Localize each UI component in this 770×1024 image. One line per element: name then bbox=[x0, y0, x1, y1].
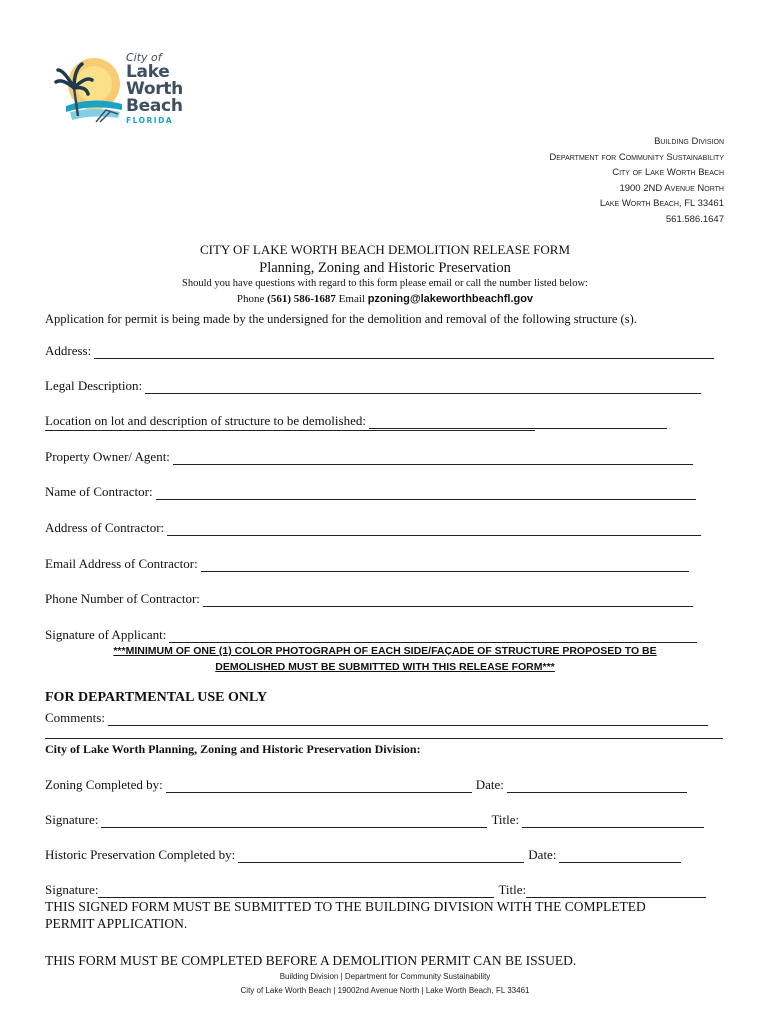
historic-signature-row bbox=[45, 882, 706, 898]
phone-number[interactable]: (561) 586-1687 bbox=[267, 293, 336, 305]
zoning-title-label: Title: bbox=[491, 812, 520, 827]
owner-input-line[interactable] bbox=[173, 452, 693, 465]
form-subtitle: Planning, Zoning and Historic Preservation bbox=[259, 260, 511, 276]
historic-date-label: Date: bbox=[528, 847, 557, 862]
form-title: CITY OF LAKE WORTH BEACH DEMOLITION RELEASE FORM bbox=[199, 242, 571, 257]
address-label: Address: bbox=[45, 343, 92, 358]
zoning-label: Zoning Completed by: bbox=[45, 777, 163, 792]
comments-row bbox=[45, 710, 708, 726]
address-line: 1900 2ND Avenue North bbox=[619, 182, 724, 194]
location-row bbox=[45, 413, 667, 429]
historic-title-input-line[interactable] bbox=[526, 885, 706, 898]
city-logo bbox=[52, 48, 212, 128]
historic-date-input-line[interactable] bbox=[559, 850, 681, 863]
logo-state: FLORIDA bbox=[126, 116, 174, 125]
contact-line bbox=[0, 293, 770, 305]
historic-title-label: Title: bbox=[498, 882, 527, 897]
comments-input-line-2[interactable] bbox=[45, 738, 723, 739]
zoning-date-label: Date: bbox=[475, 777, 504, 792]
historic-signature-input-line[interactable] bbox=[98, 885, 494, 898]
notice-line-2: DEMOLISHED MUST BE SUBMITTED WITH THIS RELEASE FORM*** bbox=[215, 661, 555, 673]
zoning-row bbox=[45, 777, 687, 793]
signature-applicant-row bbox=[45, 627, 697, 643]
phone-label: Phone bbox=[236, 293, 265, 305]
questions-text: Should you have questions with regard to this form please email or call the number listed below: bbox=[182, 278, 588, 289]
legal-description-label: Legal Description: bbox=[45, 378, 143, 393]
notice-line-1: ***MINIMUM OF ONE (1) COLOR PHOTOGRAPH OF EACH SIDE/FAÇADE OF STRUCTURE PROPOSED TO BE bbox=[113, 645, 657, 657]
address-line: Lake Worth Beach, FL 33461 bbox=[599, 198, 724, 210]
address-line: 561.586.1647 bbox=[665, 213, 724, 225]
historic-signature-label: Signature: bbox=[45, 882, 99, 897]
footer-line-1: Building Division | Department for Community Sustainability bbox=[279, 972, 491, 981]
contractor-name-label: Name of Contractor: bbox=[45, 484, 153, 499]
logo-text bbox=[126, 52, 212, 127]
location-label: Location on lot and description of structure to be demolished: bbox=[45, 413, 366, 428]
closing-line-3: THIS FORM MUST BE COMPLETED BEFORE A DEMOLITION PERMIT CAN BE ISSUED. bbox=[45, 953, 577, 968]
contractor-phone-row bbox=[45, 591, 693, 607]
contractor-address-row bbox=[45, 520, 701, 536]
zoning-title-input-line[interactable] bbox=[522, 815, 704, 828]
contractor-name-input-line[interactable] bbox=[156, 487, 696, 500]
division-heading: City of Lake Worth Planning, Zoning and Historic Preservation Division: bbox=[45, 742, 421, 756]
logo-name-line1: Lake Worth bbox=[126, 62, 183, 99]
contractor-name-row bbox=[45, 484, 696, 500]
contractor-phone-input-line[interactable] bbox=[203, 594, 693, 607]
historic-label: Historic Preservation Completed by: bbox=[45, 847, 236, 862]
address-field-row bbox=[45, 343, 714, 359]
zoning-date-input-line[interactable] bbox=[507, 780, 687, 793]
location-input-line-2[interactable] bbox=[45, 430, 535, 431]
contractor-email-label: Email Address of Contractor: bbox=[45, 556, 198, 571]
email-link[interactable]: pzoning@lakeworthbeachfl.gov bbox=[367, 293, 534, 305]
closing-line-1: THIS SIGNED FORM MUST BE SUBMITTED TO THE BUILDING DIVISION WITH THE COMPLETED bbox=[45, 899, 646, 914]
signature-applicant-input-line[interactable] bbox=[169, 630, 697, 643]
owner-label: Property Owner/ Agent: bbox=[45, 449, 170, 464]
owner-row bbox=[45, 449, 693, 465]
legal-description-input-line[interactable] bbox=[145, 381, 701, 394]
address-line: Department for Community Sustainability bbox=[549, 151, 724, 163]
palm-beach-logo-icon bbox=[52, 48, 132, 128]
logo-city: City of bbox=[126, 51, 162, 64]
historic-row bbox=[45, 847, 681, 863]
contractor-phone-label: Phone Number of Contractor: bbox=[45, 591, 200, 606]
logo-name-line2: Beach bbox=[126, 96, 183, 116]
contractor-email-input-line[interactable] bbox=[201, 559, 689, 572]
signature-applicant-label: Signature of Applicant: bbox=[45, 627, 167, 642]
departmental-heading: FOR DEPARTMENTAL USE ONLY bbox=[45, 690, 268, 705]
comments-input-line[interactable] bbox=[108, 713, 708, 726]
comments-label: Comments: bbox=[45, 710, 105, 725]
zoning-signature-input-line[interactable] bbox=[101, 815, 487, 828]
address-line: City of Lake Worth Beach bbox=[612, 167, 724, 179]
contractor-address-label: Address of Contractor: bbox=[45, 520, 165, 535]
legal-description-row bbox=[45, 378, 701, 394]
address-line: Building Division bbox=[654, 136, 724, 147]
zoning-signature-row bbox=[45, 812, 704, 828]
division-address-block bbox=[549, 134, 724, 228]
closing-line-2: PERMIT APPLICATION. bbox=[45, 916, 188, 931]
location-input-line[interactable] bbox=[369, 416, 667, 429]
email-label: Email bbox=[338, 293, 365, 305]
intro-text: Application for permit is being made by the undersigned for the demolition and removal of the following structure (s). bbox=[45, 312, 637, 326]
address-input-line[interactable] bbox=[94, 346, 714, 359]
zoning-input-line[interactable] bbox=[166, 780, 472, 793]
footer-line-2: City of Lake Worth Beach | 19002nd Avenue North | Lake Worth Beach, FL 33461 bbox=[240, 986, 530, 995]
contractor-email-row bbox=[45, 556, 689, 572]
zoning-signature-label: Signature: bbox=[45, 812, 99, 827]
contractor-address-input-line[interactable] bbox=[167, 523, 701, 536]
historic-input-line[interactable] bbox=[238, 850, 524, 863]
photo-requirement-notice bbox=[40, 643, 730, 675]
